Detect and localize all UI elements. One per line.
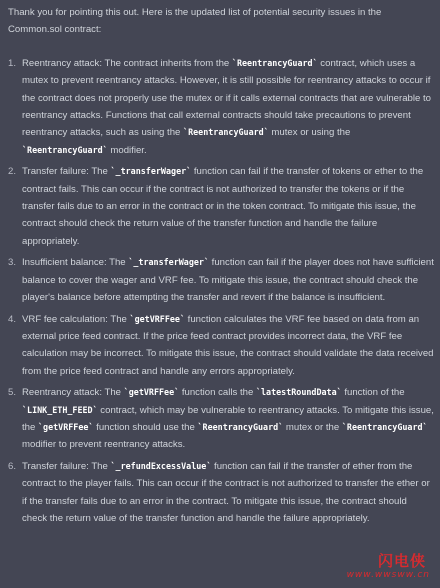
text-segment: function calls the (179, 387, 256, 399)
message-intro: Thank you for pointing this out. Here is the updated list of potential security issues in the Common.sol contract: (8, 7, 382, 36)
security-issues-list (8, 55, 434, 528)
inline-code: `LINK_ETH_FEED` (22, 404, 98, 415)
text-segment: function can fail if the transfer of tokens or ether to the contract fails. This can occur if the contract is not authorized to transfer the tokens or if the transfer fails due to an error in the contract or in the token contract. To mitigate this issue, the contract should check the return value of the transfer function and handle the failure appropriately. (22, 166, 424, 247)
list-item (8, 254, 434, 306)
inline-code: `_transferWager` (110, 166, 192, 177)
list-item-number: 2. (8, 166, 17, 178)
list-item-text (22, 58, 431, 156)
watermark-logo: 闪电侠 (377, 551, 426, 570)
text-segment: Transfer failure: The (22, 460, 111, 472)
text-segment: function calculates the VRF fee based on data from an external price feed contract. If the price feed contract provides incorrect data, the VRF fee calculation may be incorrect. To mitigate this issue, the contract should validate the data received from the price feed contract and handle any errors appropriately. (22, 313, 434, 377)
text-segment: Reentrancy attack: The contract inherits from the (22, 57, 232, 69)
inline-code: `latestRoundData` (255, 387, 342, 398)
list-item (8, 163, 434, 250)
list-item-number: 6. (8, 460, 17, 472)
text-segment: VRF fee calculation: The (22, 313, 130, 325)
list-item-text (22, 387, 434, 450)
inline-code: `_refundExcessValue` (110, 460, 212, 471)
text-segment: function can fail if the player does not have sufficient balance to cover the wager and VRF fee. To mitigate this issue, the contract should check the player's balance before attempting the transfer and revert if the balance is insufficient. (22, 257, 434, 304)
list-item-number: 3. (8, 257, 17, 269)
list-item (8, 384, 434, 454)
text-segment: Insufficient balance: The (22, 257, 129, 269)
watermark (328, 545, 430, 585)
text-segment: modifier to prevent reentrancy attacks. (22, 439, 186, 451)
list-item (8, 458, 434, 528)
text-segment: modifier. (107, 144, 147, 156)
text-segment: mutex or the (283, 421, 342, 433)
list-item-number: 1. (8, 57, 17, 69)
text-segment: Transfer failure: The (22, 166, 111, 178)
list-item-number: 5. (8, 387, 17, 399)
inline-code: `getVRFFee` (123, 387, 180, 398)
list-item-text (22, 166, 423, 247)
list-item-text (22, 257, 434, 303)
text-segment: Reentrancy attack: The (22, 387, 124, 399)
text-segment: contract, which may be vulnerable to reentrancy attacks. To mitigate this issue, the (22, 404, 434, 433)
inline-code: `ReentrancyGuard` (22, 144, 108, 155)
inline-code: `getVRFFee` (129, 313, 186, 324)
inline-code: `ReentrancyGuard` (197, 421, 284, 432)
text-segment: function of the (341, 387, 405, 399)
list-item-text (22, 314, 434, 377)
inline-code: `ReentrancyGuard` (183, 127, 269, 138)
list-item (8, 55, 434, 159)
list-item (8, 311, 434, 381)
text-segment: function can fail if the transfer of ether from the contract to the player fails. This can occur if the contract is not authorized to transfer the ether or if the transfer fails due to an error in the contract. To mitigate this issue, the contract should check the return value of the transfer function and handle the failure appropriately. (22, 460, 430, 524)
inline-code: `getVRFFee` (38, 421, 94, 432)
text-segment: mutex or using the (268, 127, 351, 139)
watermark-url: www.wwsww.cn (346, 569, 430, 580)
inline-code: `ReentrancyGuard` (341, 421, 428, 432)
list-item-text (22, 461, 430, 524)
inline-code: `ReentrancyGuard` (231, 57, 318, 68)
text-segment: contract, which uses a mutex to prevent reentrancy attacks. However, it is still possible for reentrancy attacks to occur if the contract does not properly use the mutex or if it calls external contracts that are vulnerable to reentrancy attacks. Functions that call external contracts should take precautions to prevent reentrancy attacks, such as using the (22, 57, 432, 139)
assistant-message (8, 4, 434, 531)
list-item-number: 4. (8, 313, 17, 325)
inline-code: `_transferWager` (128, 257, 210, 268)
text-segment: function should use the (93, 421, 198, 433)
